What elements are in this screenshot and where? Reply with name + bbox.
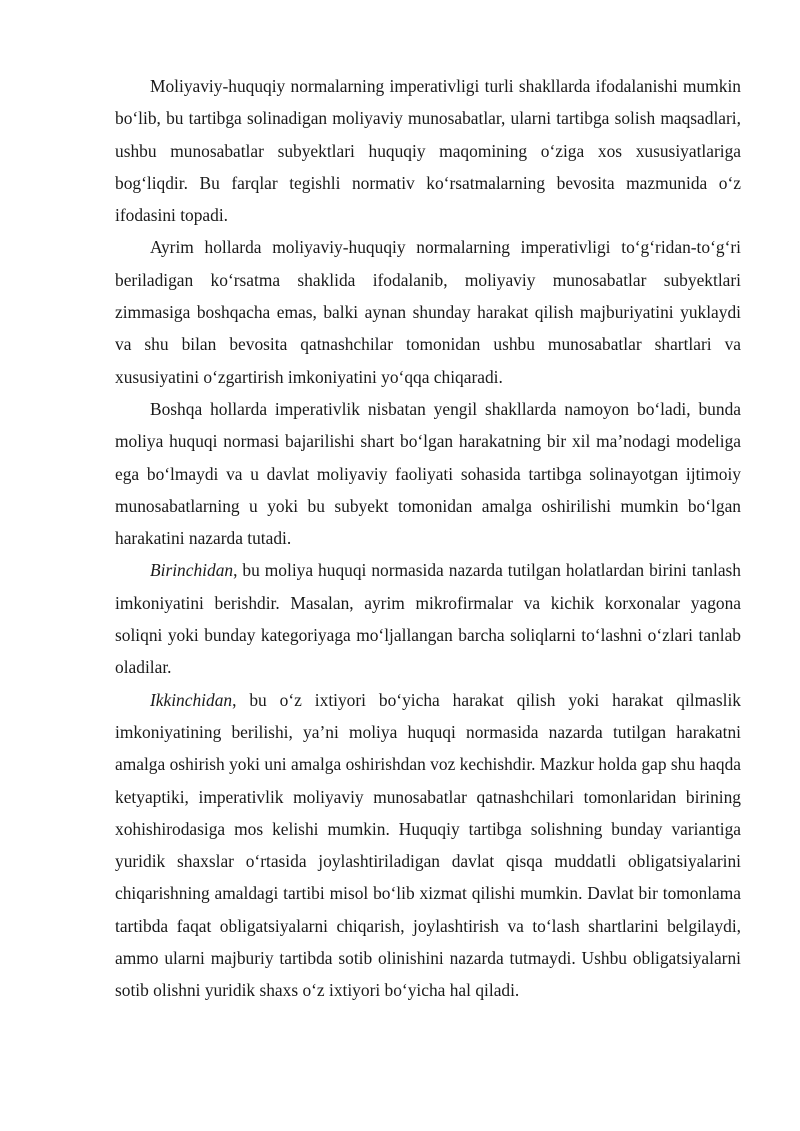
paragraph-2 [115,231,741,392]
paragraph-lead-italic: Ikkinchidan [150,689,233,710]
paragraph-lead-italic: Birinchidan [150,560,234,581]
document-page [115,70,741,1007]
paragraph-text: , bu o‘z ixtiyori bo‘yicha harakat qilish yoki harakat qilmaslik imkoniyatining berilishi, ya’ni moliya huquqi normasida nazarda tutilgan harakatni amalga oshirish yoki uni amalga oshirishdan voz kechishdir. Mazkur holda gap shu haqda ketyaptiki, imperativlik moliyaviy munosabatlar qatnashchilari tomonlaridan birining xohishirodasiga mos kelishi mumkin. Huquqiy tartibga solishning bunday variantiga yuridik shaxslar o‘rtasida joylashtiriladigan davlat qisqa muddatli obligatsiyalarini chiqarishning amaldagi tartibi misol bo‘lib xizmat qilishi mumkin. Davlat bir tomonlama tartibda faqat obligatsiyalarni chiqarish, joylashtirish va to‘lash shartlarini belgilaydi, ammo ularni majburiy tartibda sotib olinishini nazarda tutmaydi. Ushbu obligatsiyalarni sotib olishni yuridik shaxs o‘z ixtiyori bo‘yicha hal qiladi. [115,689,741,1001]
paragraph-4 [115,554,741,683]
paragraph-text: Moliyaviy-huquqiy normalarning imperativligi turli shakllarda ifodalanishi mumkin bo‘lib, bu tartibga solinadigan moliyaviy munosabatlar, ularni tartibga solish maqsadlari, ushbu munosabatlar subyektlari huquqiy maqomining o‘ziga xos xususiyatlariga bog‘liqdir. Bu farqlar tegishli normativ ko‘rsatmalarning bevosita mazmunida o‘z ifodasini topadi. [115,76,741,226]
paragraph-text: Boshqa hollarda imperativlik nisbatan yengil shakllarda namoyon bo‘ladi, bunda moliya huquqi normasi bajarilishi shart bo‘lgan harakatning bir xil ma’nodagi modeliga ega bo‘lmaydi va u davlat moliyaviy faoliyati sohasida tartibga solinayotgan ijtimoiy munosabatlarning u yoki bu subyekt tomonidan amalga oshirilishi mumkin bo‘lgan harakatini nazarda tutadi. [115,398,741,549]
paragraph-1 [115,70,741,231]
paragraph-5 [115,684,741,1007]
paragraph-text: , bu moliya huquqi normasida nazarda tutilgan holatlardan birini tanlash imkoniyatini berishdir. Masalan, ayrim mikrofirmalar va kichik korxonalar yagona soliqni yoki bunday kategoriyaga mo‘ljallangan barcha soliqlarni to‘lashni o‘zlari tanlab oladilar. [115,560,741,678]
paragraph-text: Ayrim hollarda moliyaviy-huquqiy normalarning imperativligi to‘g‘ridan-to‘g‘ri beriladigan ko‘rsatma shaklida ifodalanib, moliyaviy munosabatlar subyektlari zimmasiga boshqacha emas, balki aynan shunday harakat qilish majburiyatini yuklaydi va shu bilan bevosita qatnashchilar tomonidan ushbu munosabatlar shartlari va xususiyatini o‘zgartirish imkoniyatini yo‘qqa chiqaradi. [115,237,741,387]
paragraph-3 [115,393,741,554]
